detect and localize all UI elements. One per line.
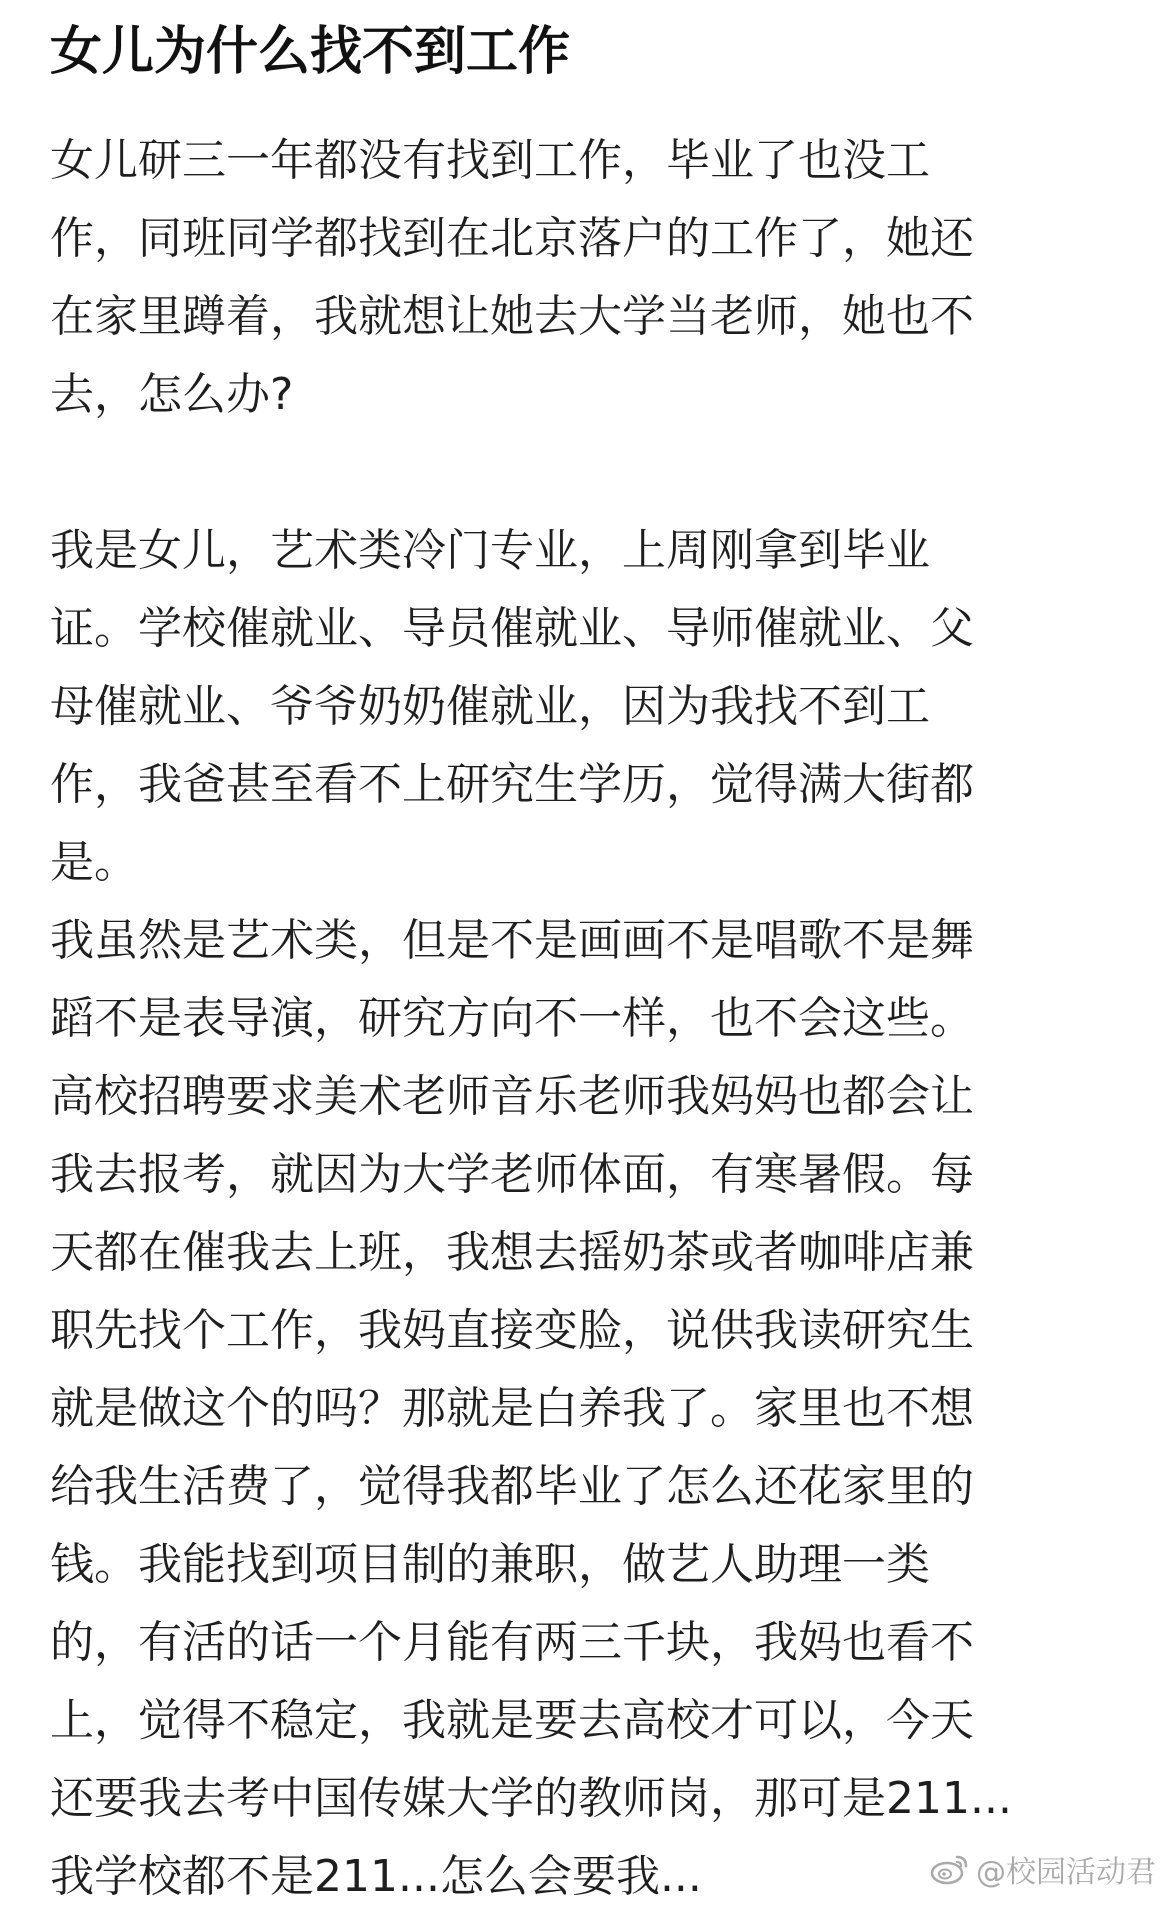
text-line: 女儿研三一年都没有找到工作，毕业了也没工 <box>50 135 930 186</box>
text-line: 蹈不是表导演，研究方向不一样，也不会这些。 <box>50 993 974 1044</box>
text-line: 就是做这个的吗？那就是白养我了。家里也不想 <box>50 1383 974 1434</box>
text-line: 给我生活费了，觉得我都毕业了怎么还花家里的 <box>50 1461 974 1512</box>
question-paragraph <box>50 122 1140 434</box>
text-line: 还要我去考中国传媒大学的教师岗，那可是211... <box>50 1773 1012 1824</box>
reply-paragraph <box>50 512 1140 1916</box>
text-line: 作，同班同学都找到在北京落户的工作了，她还 <box>50 213 974 264</box>
text-line: 职先找个工作，我妈直接变脸，说供我读研究生 <box>50 1305 974 1356</box>
text-line: 证。学校催就业、导员催就业、导师催就业、父 <box>50 603 974 654</box>
text-line: 去，怎么办? <box>50 369 294 420</box>
text-line: 天都在催我去上班，我想去摇奶茶或者咖啡店兼 <box>50 1227 974 1278</box>
text-line: 钱。我能找到项目制的兼职，做艺人助理一类 <box>50 1539 930 1590</box>
text-line: 作，我爸甚至看不上研究生学历，觉得满大街都 <box>50 759 974 810</box>
post-content <box>50 0 1140 1916</box>
weibo-logo-icon <box>930 1852 970 1886</box>
watermark-text: @校园活动君 <box>976 1855 1156 1890</box>
watermark <box>930 1847 1156 1891</box>
post-title: 女儿为什么找不到工作 <box>50 22 571 82</box>
text-line: 是。 <box>50 837 138 888</box>
text-line: 我学校都不是211...怎么会要我... <box>50 1851 702 1902</box>
text-line: 母催就业、爷爷奶奶催就业，因为我找不到工 <box>50 681 930 732</box>
text-line: 的，有活的话一个月能有两三千块，我妈也看不 <box>50 1617 974 1668</box>
text-line: 上，觉得不稳定，我就是要去高校才可以，今天 <box>50 1695 974 1746</box>
text-line: 我虽然是艺术类，但是不是画画不是唱歌不是舞 <box>50 915 974 966</box>
text-line: 高校招聘要求美术老师音乐老师我妈妈也都会让 <box>50 1071 974 1122</box>
text-line: 我是女儿，艺术类冷门专业，上周刚拿到毕业 <box>50 525 930 576</box>
text-line: 在家里蹲着，我就想让她去大学当老师，她也不 <box>50 291 974 342</box>
text-line: 我去报考，就因为大学老师体面，有寒暑假。每 <box>50 1149 974 1200</box>
